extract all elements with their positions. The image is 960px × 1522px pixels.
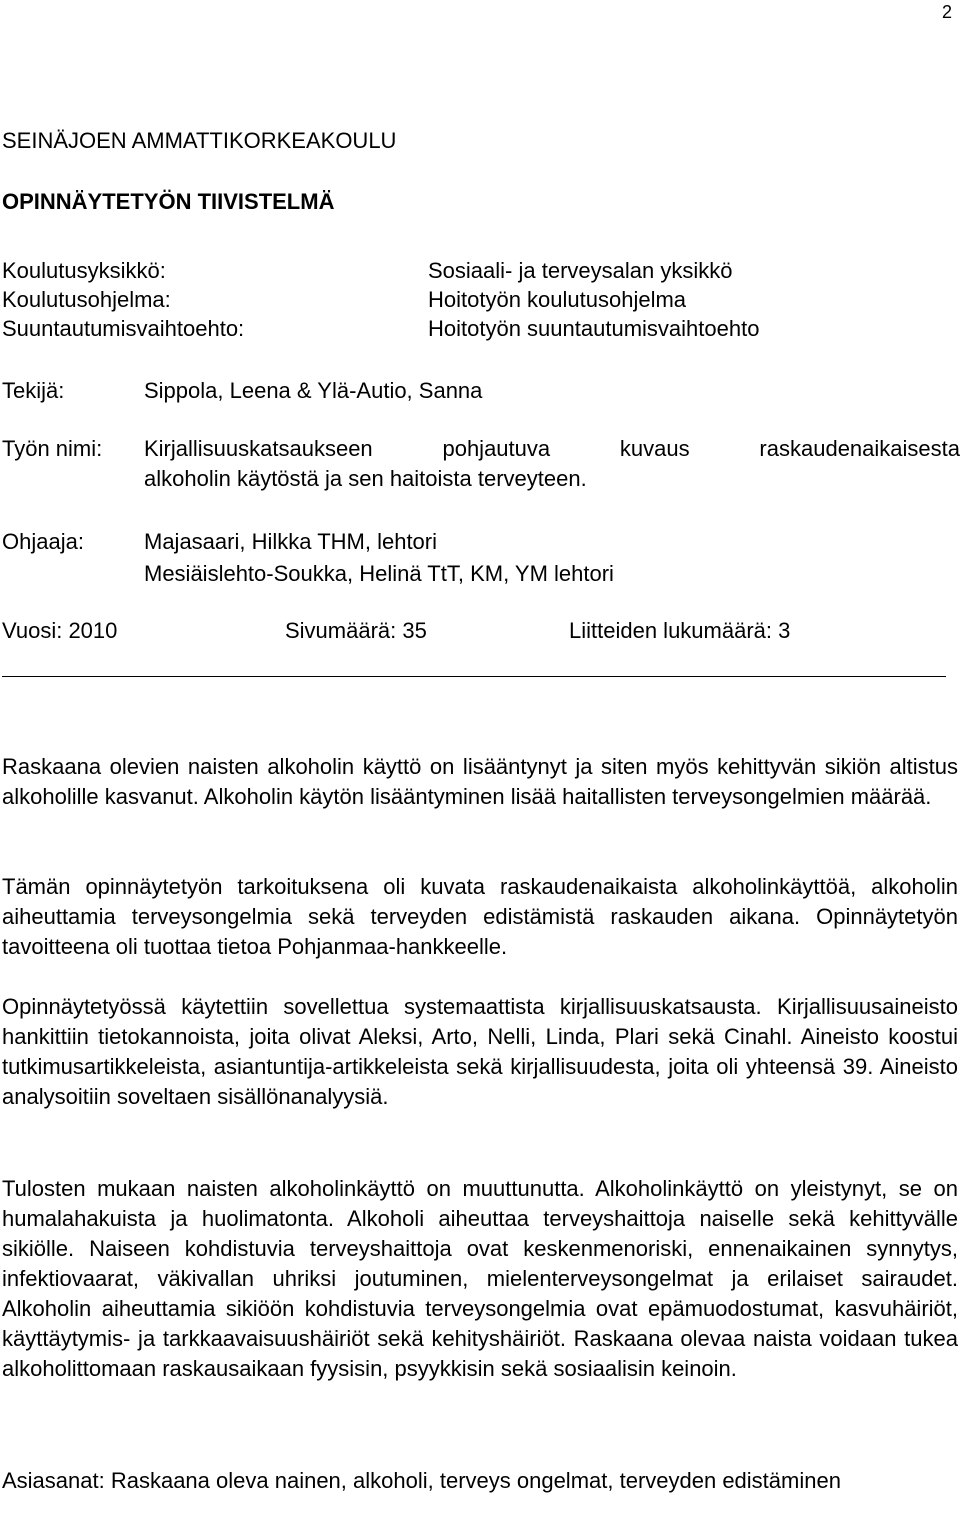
work-title-line-2: alkoholin käytöstä ja sen haitoista terveyteen. <box>144 466 587 491</box>
meta-row-unit <box>2 256 902 285</box>
keywords: Asiasanat: Raskaana oleva nainen, alkoholi, terveys ongelmat, terveyden edistäminen <box>2 1468 841 1493</box>
page-number: 2 <box>941 2 952 22</box>
work-title-block <box>2 434 960 494</box>
meta-value: Sosiaali- ja terveysalan yksikkö <box>428 258 733 283</box>
author-label: Tekijä: <box>2 378 65 403</box>
supervisor-item: Mesiäislehto-Soukka, Helinä TtT, KM, YM lehtori <box>144 561 614 586</box>
supervisors-row <box>2 526 614 590</box>
meta-row-specialisation <box>2 314 902 343</box>
meta-label: Koulutusohjelma: <box>2 287 171 312</box>
author-row <box>2 376 942 406</box>
supervisor-item: Majasaari, Hilkka THM, lehtori <box>144 529 438 554</box>
abstract-paragraph-results: Tulosten mukaan naisten alkoholinkäyttö on muuttunutta. Alkoholinkäyttö on yleistynyt, se on humalahakuista ja huolimatonta. Alkoholi aiheuttaa terveyshaittoja naiselle sekä kehittyvälle sikiölle. Naiseen kohdistuvia terveyshaittoja ovat keskenmenoriski, ennenaikainen synnytys, infektiovaarat, väkivallan uhriksi joutuminen, mielenterveysongelmat ja erilaiset sairaudet. Alkoholin aiheuttamia sikiöön kohdistuvia terveysongelmia ovat epämuodostumat, kasvuhäiriöt, käyttäytymis- ja tarkkaavaisuushäiriöt sekä kehityshäiriöt. Raskaana olevaa naista voidaan tukea alkoholittomaan raskausaikaan fyysisin, psyykkisin sekä sosiaalisin keinoin. <box>2 1176 958 1381</box>
abstract-paragraph-method: Opinnäytetyössä käytettiin sovellettua systemaattista kirjallisuuskatsausta. Kirjallisuusaineisto hankittiin tietokannoista, joita olivat Aleksi, Arto, Nelli, Linda, Plari sekä Cinahl. Aineisto koostui tutkimusartikkeleista, asiantuntija-artikkeleista sekä kirjallisuudesta, joita oli yhteensä 39. Aineisto analysoitiin soveltaen sisällönanalyysiä. <box>2 994 958 1109</box>
meta-row-programme <box>2 285 902 314</box>
year-stat: Vuosi: 2010 <box>2 618 118 643</box>
document-type-heading: OPINNÄYTETYÖN TIIVISTELMÄ <box>2 189 335 214</box>
work-title-label: Työn nimi: <box>2 436 103 461</box>
abstract-paragraph-purpose: Tämän opinnäytetyön tarkoituksena oli kuvata raskaudenaikaista alkoholinkäyttöä, alkoholin aiheuttamia terveysongelmia sekä terveyden edistämistä raskauden aikana. Opinnäytetyön tavoitteena oli tuottaa tietoa Pohjanmaa-hankkeelle. <box>2 874 958 959</box>
school-name: SEINÄJOEN AMMATTIKORKEAKOULU <box>2 128 397 153</box>
meta-label: Suuntautumisvaihtoehto: <box>2 316 245 341</box>
author-value: Sippola, Leena & Ylä-Autio, Sanna <box>144 378 483 403</box>
supervisors-label: Ohjaaja: <box>2 529 84 554</box>
program-info <box>2 256 902 343</box>
page-count-stat: Sivumäärä: 35 <box>285 618 427 643</box>
appendix-count-stat: Liitteiden lukumäärä: 3 <box>569 618 791 643</box>
meta-label: Koulutusyksikkö: <box>2 258 166 283</box>
meta-value: Hoitotyön koulutusohjelma <box>428 287 687 312</box>
supervisors-list <box>144 526 614 590</box>
divider-line <box>2 676 946 677</box>
work-title-line-1: Kirjallisuuskatsaukseen pohjautuva kuvaus raskaudenaikaisesta <box>144 436 960 461</box>
meta-value: Hoitotyön suuntautumisvaihtoehto <box>428 316 760 341</box>
abstract-paragraph-background: Raskaana olevien naisten alkoholin käyttö on lisääntynyt ja siten myös kehittyvän sikiön altistus alkoholille kasvanut. Alkoholin käytön lisääntyminen lisää haitallisten terveysongelmien määrää. <box>2 754 958 809</box>
